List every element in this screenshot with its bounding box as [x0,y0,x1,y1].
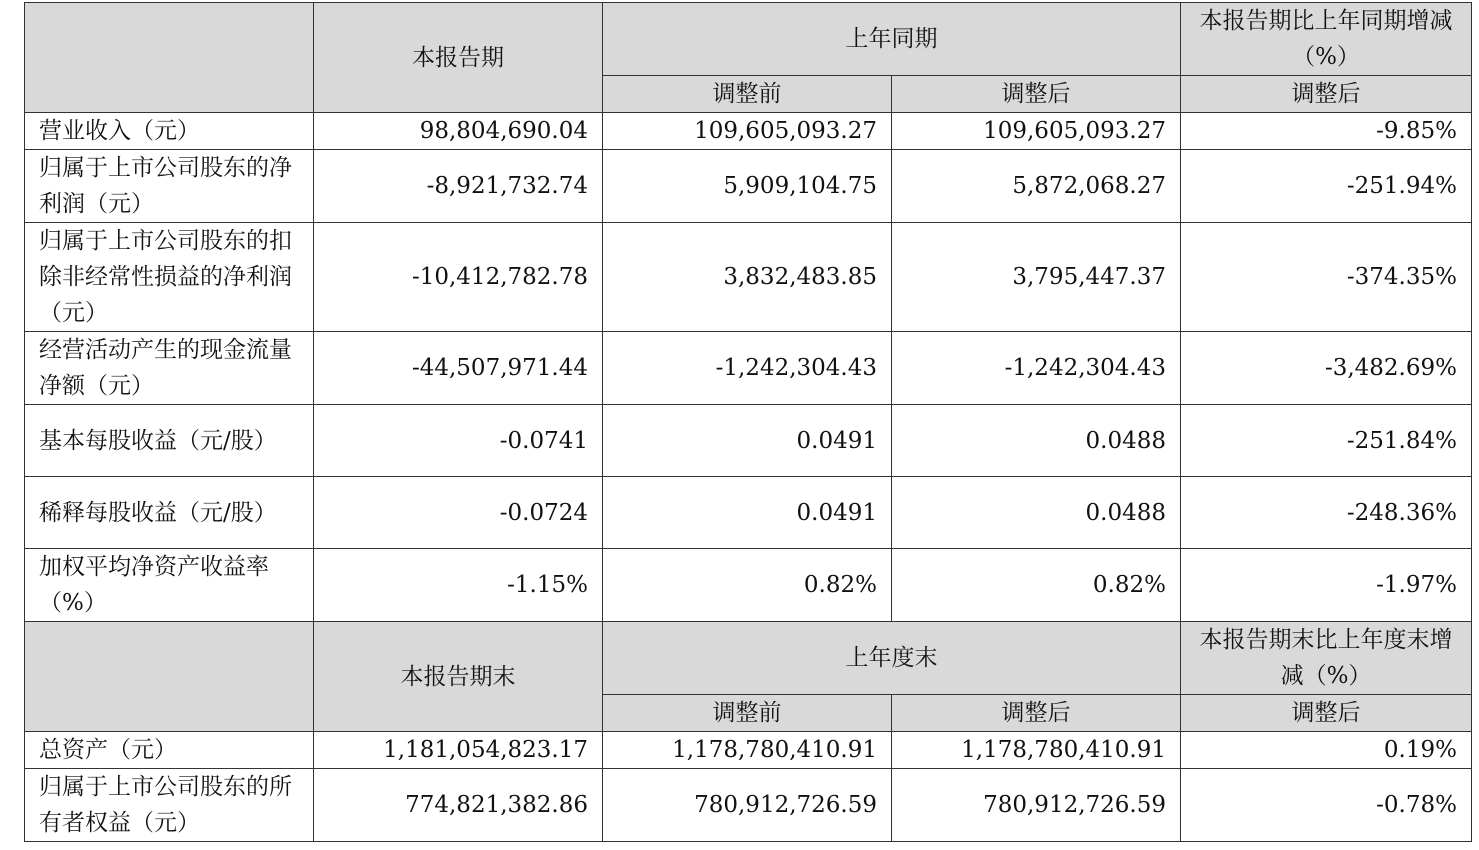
table-row [25,549,1472,622]
cell-after: 1,178,780,410.91 [892,732,1181,769]
header-after-adjustment: 调整后 [892,695,1181,732]
table-row [25,113,1472,150]
row-label: 营业收入（元） [25,113,314,150]
header-change: 本报告期比上年同期增减（%） [1181,3,1472,76]
header-prior-year-end: 上年度末 [603,622,1181,695]
cell-change: -248.36% [1181,477,1472,549]
cell-after: -1,242,304.43 [892,332,1181,405]
cell-after: 3,795,447.37 [892,223,1181,332]
header-after-adjustment: 调整后 [892,76,1181,113]
row-label: 基本每股收益（元/股） [25,405,314,477]
cell-before: 109,605,093.27 [603,113,892,150]
financial-summary-table [24,2,1472,842]
header-corner-cell [25,3,314,113]
row-label: 归属于上市公司股东的所有者权益（元） [25,769,314,842]
cell-change: -3,482.69% [1181,332,1472,405]
header-before-adjustment: 调整前 [603,76,892,113]
cell-change: -251.94% [1181,150,1472,223]
header-change-after-adjustment: 调整后 [1181,695,1472,732]
row-label: 加权平均净资产收益率（%） [25,549,314,622]
cell-before: 0.82% [603,549,892,622]
cell-before: 3,832,483.85 [603,223,892,332]
table-row [25,223,1472,332]
cell-change: -374.35% [1181,223,1472,332]
table-row [25,405,1472,477]
cell-current: 774,821,382.86 [314,769,603,842]
table-row [25,332,1472,405]
cell-change: -0.78% [1181,769,1472,842]
table-row [25,150,1472,223]
cell-after: 0.0488 [892,477,1181,549]
cell-change: -251.84% [1181,405,1472,477]
row-label: 经营活动产生的现金流量净额（元） [25,332,314,405]
cell-current: 98,804,690.04 [314,113,603,150]
cell-before: 5,909,104.75 [603,150,892,223]
table-row [25,477,1472,549]
header-prior-period: 上年同期 [603,3,1181,76]
header-change-after-adjustment: 调整后 [1181,76,1472,113]
table-row [25,769,1472,842]
cell-before: 1,178,780,410.91 [603,732,892,769]
header-before-adjustment: 调整前 [603,695,892,732]
cell-current: -8,921,732.74 [314,150,603,223]
cell-current: -10,412,782.78 [314,223,603,332]
cell-current: -0.0741 [314,405,603,477]
cell-before: -1,242,304.43 [603,332,892,405]
cell-change: -1.97% [1181,549,1472,622]
row-label: 归属于上市公司股东的扣除非经常性损益的净利润（元） [25,223,314,332]
cell-current: -1.15% [314,549,603,622]
cell-change: 0.19% [1181,732,1472,769]
table-row [25,732,1472,769]
cell-change: -9.85% [1181,113,1472,150]
header-change: 本报告期末比上年度末增减（%） [1181,622,1472,695]
cell-after: 109,605,093.27 [892,113,1181,150]
cell-current: -0.0724 [314,477,603,549]
cell-after: 5,872,068.27 [892,150,1181,223]
header-period-end: 本报告期末 [314,622,603,732]
cell-before: 0.0491 [603,405,892,477]
cell-after: 780,912,726.59 [892,769,1181,842]
cell-before: 0.0491 [603,477,892,549]
cell-current: 1,181,054,823.17 [314,732,603,769]
row-label: 稀释每股收益（元/股） [25,477,314,549]
cell-after: 0.82% [892,549,1181,622]
cell-current: -44,507,971.44 [314,332,603,405]
row-label: 归属于上市公司股东的净利润（元） [25,150,314,223]
cell-after: 0.0488 [892,405,1181,477]
row-label: 总资产（元） [25,732,314,769]
cell-before: 780,912,726.59 [603,769,892,842]
header-corner-cell [25,622,314,732]
header-current-period: 本报告期 [314,3,603,113]
